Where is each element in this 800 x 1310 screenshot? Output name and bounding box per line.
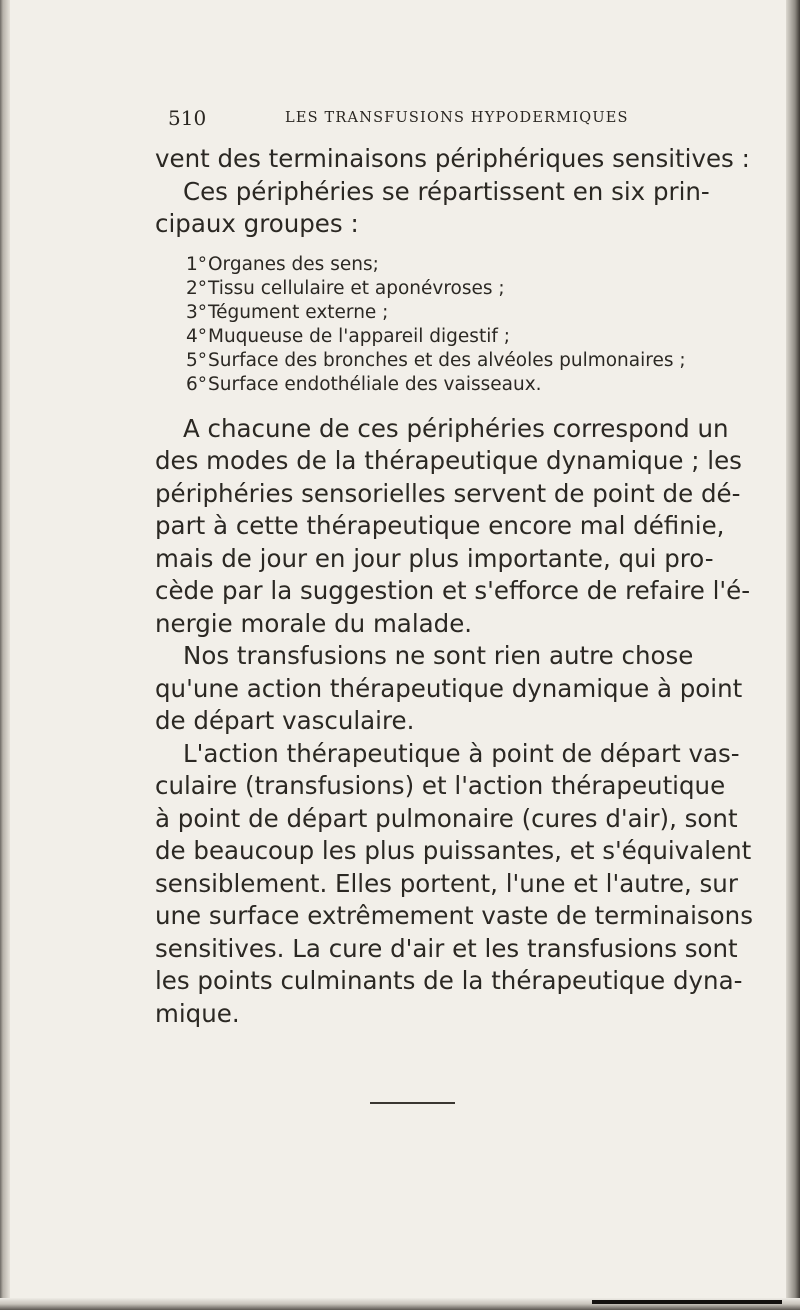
- text-line: périphéries sensorielles servent de point de dé-: [155, 478, 741, 508]
- list-text: Tégument externe ;: [208, 301, 389, 323]
- text-line: des modes de la thérapeutique dynamique ; les: [155, 446, 742, 475]
- list-number: 1°: [186, 253, 208, 275]
- list-item: [186, 373, 715, 397]
- text-line: culaire (transfusions) et l'action thérapeutique: [155, 771, 726, 800]
- text-line: cède par la suggestion et s'efforce de refaire l'é-: [155, 576, 751, 605]
- page-left-edge: [0, 0, 10, 1310]
- list-text: Surface endothéliale des vaisseaux.: [208, 373, 542, 395]
- list-text: Muqueuse de l'appareil digestif ;: [208, 325, 510, 347]
- text-line: mais de jour en jour plus importante, qui pro-: [155, 543, 714, 573]
- text-line: qu'une action thérapeutique dynamique à point: [155, 673, 743, 703]
- list-number: 3°: [186, 301, 208, 323]
- periphery-list: [155, 253, 715, 397]
- text-line: vent des terminaisons périphériques sensitives :: [155, 144, 750, 173]
- text-line: nergie morale du malade.: [155, 608, 473, 638]
- text-line: mique.: [155, 998, 240, 1028]
- text-line: Ces périphéries se répartissent en six prin-: [183, 176, 710, 206]
- list-item: [186, 325, 715, 349]
- section-end-rule: [370, 1102, 455, 1104]
- list-item: [186, 277, 715, 301]
- text-line: de beaucoup les plus puissantes, et s'équivalent: [155, 836, 752, 865]
- text-line: A chacune de ces périphéries correspond un: [183, 413, 729, 443]
- text-line: part à cette thérapeutique encore mal définie,: [155, 511, 725, 540]
- text-line: de départ vasculaire.: [155, 706, 415, 735]
- text-line: sensitives. La cure d'air et les transfusions sont: [155, 933, 738, 963]
- list-text: Tissu cellulaire et aponévroses ;: [208, 277, 505, 299]
- page-number: 510: [168, 106, 207, 130]
- list-item: [186, 349, 715, 373]
- text-line: une surface extrêmement vaste de terminaisons: [155, 901, 753, 930]
- list-item: [186, 301, 715, 325]
- text-line: L'action thérapeutique à point de départ vas-: [183, 738, 740, 768]
- list-number: 2°: [186, 277, 208, 299]
- page-header: [168, 106, 728, 136]
- list-item: [186, 253, 715, 277]
- bottom-edge-mark: [592, 1300, 782, 1304]
- page-right-edge: [786, 0, 800, 1310]
- list-number: 6°: [186, 373, 208, 395]
- running-title: LES TRANSFUSIONS HYPODERMIQUES: [285, 110, 629, 126]
- list-text: Organes des sens;: [208, 253, 379, 275]
- text-line: à point de départ pulmonaire (cures d'air), sont: [155, 803, 738, 833]
- list-number: 4°: [186, 325, 208, 347]
- text-line: Nos transfusions ne sont rien autre chose: [183, 641, 694, 670]
- text-line: les points culminants de la thérapeutique dyna-: [155, 966, 743, 995]
- text-line: sensiblement. Elles portent, l'une et l'autre, sur: [155, 868, 738, 898]
- list-number: 5°: [186, 349, 208, 371]
- list-text: Surface des bronches et des alvéoles pulmonaires ;: [208, 349, 686, 371]
- text-line: cipaux groupes :: [155, 209, 359, 238]
- page-text: [155, 143, 753, 1030]
